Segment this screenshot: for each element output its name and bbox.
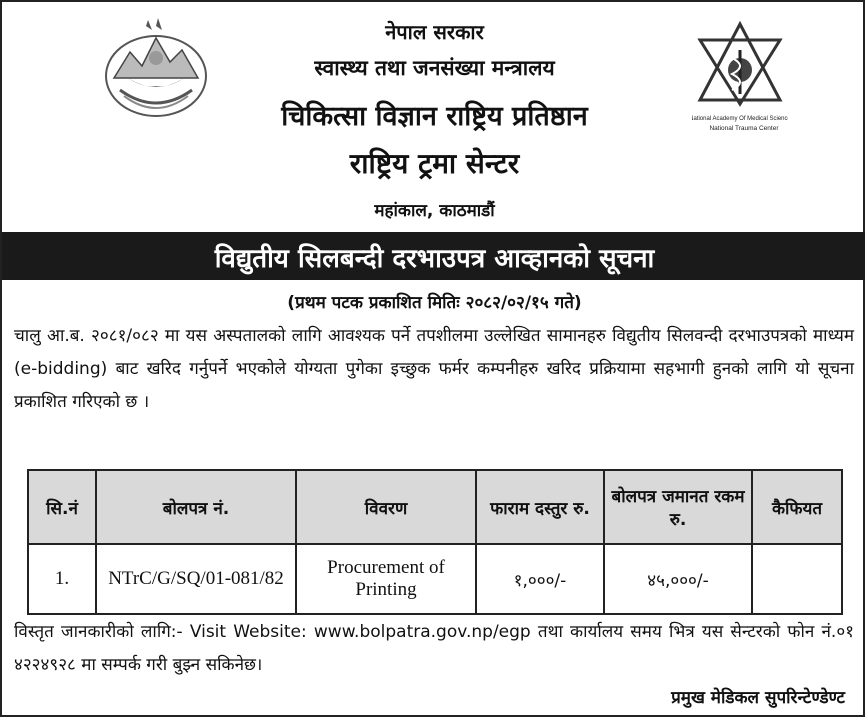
footer-text: विस्तृत जानकारीको लागि:- Visit Website: www.bolpatra.gov.np/egp तथा कार्यालय समय भित्र यस सेन्टरको फोन नं.०१ ४२२४९२८ मा सम्पर्क गरी बुझ्न सकिनेछ।: [14, 622, 854, 675]
publication-date: (प्रथम पटक प्रकाशित मितिः २०८२/०२/१५ गते): [287, 293, 582, 313]
cell-bid-number: NTrC/G/SQ/01-081/82: [96, 544, 296, 614]
table-row: [28, 544, 842, 614]
table-header-row: [28, 470, 842, 544]
bid-table: [27, 469, 843, 615]
cell-bid-security: ४५,०००/-: [604, 544, 752, 614]
cell-description: Procurement of Printing: [296, 544, 476, 614]
cell-serial: 1.: [28, 544, 96, 614]
logo-text-line1: National Academy Of Medical Science: [692, 116, 788, 122]
notice-body: चालु आ.ब. २०८१/०८२ मा यस अस्पतालको लागि आवश्यक पर्ने तपशीलमा उल्लेखित सामानहरु विद्युतीय सिलवन्दी दरभाउपत्रको माध्यम (e-bidding) बाट खरिद गर्नुपर्ने भएकोले योग्यता पुगेका इच्छुक फर्मर कम्पनीहरु खरिद प्रक्रियामा सहभागी हुनको लागि यो सूचना प्रकाशित गरिएको छ ।: [14, 326, 854, 412]
institute-title: चिकित्सा विज्ञान राष्ट्रिय प्रतिष्ठान: [281, 101, 588, 132]
cell-remarks: [752, 544, 842, 614]
col-form-fee: फाराम दस्तुर रु.: [476, 470, 604, 544]
col-description: विवरण: [296, 470, 476, 544]
col-bid-number: बोलपत्र नं.: [96, 470, 296, 544]
center-title: राष्ट्रिय ट्रमा सेन्टर: [349, 147, 520, 180]
logo-text-line2: National Trauma Center: [709, 125, 779, 132]
signature: प्रमुख मेडिकल सुपरिन्टेण्डेण्ट: [671, 688, 845, 708]
cell-form-fee: १,०००/-: [476, 544, 604, 614]
col-bid-security: बोलपत्र जमानत रकम रु.: [604, 470, 752, 544]
notice-title: विद्युतीय सिलबन्दी दरभाउपत्र आव्हानको सूचना: [214, 244, 655, 274]
col-serial: सि.नं: [28, 470, 96, 544]
location-text: महांकाल, काठमाडौं: [374, 201, 495, 221]
government-title: नेपाल सरकार: [385, 20, 484, 44]
ministry-title: स्वास्थ्य तथा जनसंख्या मन्त्रालय: [314, 56, 555, 80]
col-remarks: कैफियत: [752, 470, 842, 544]
